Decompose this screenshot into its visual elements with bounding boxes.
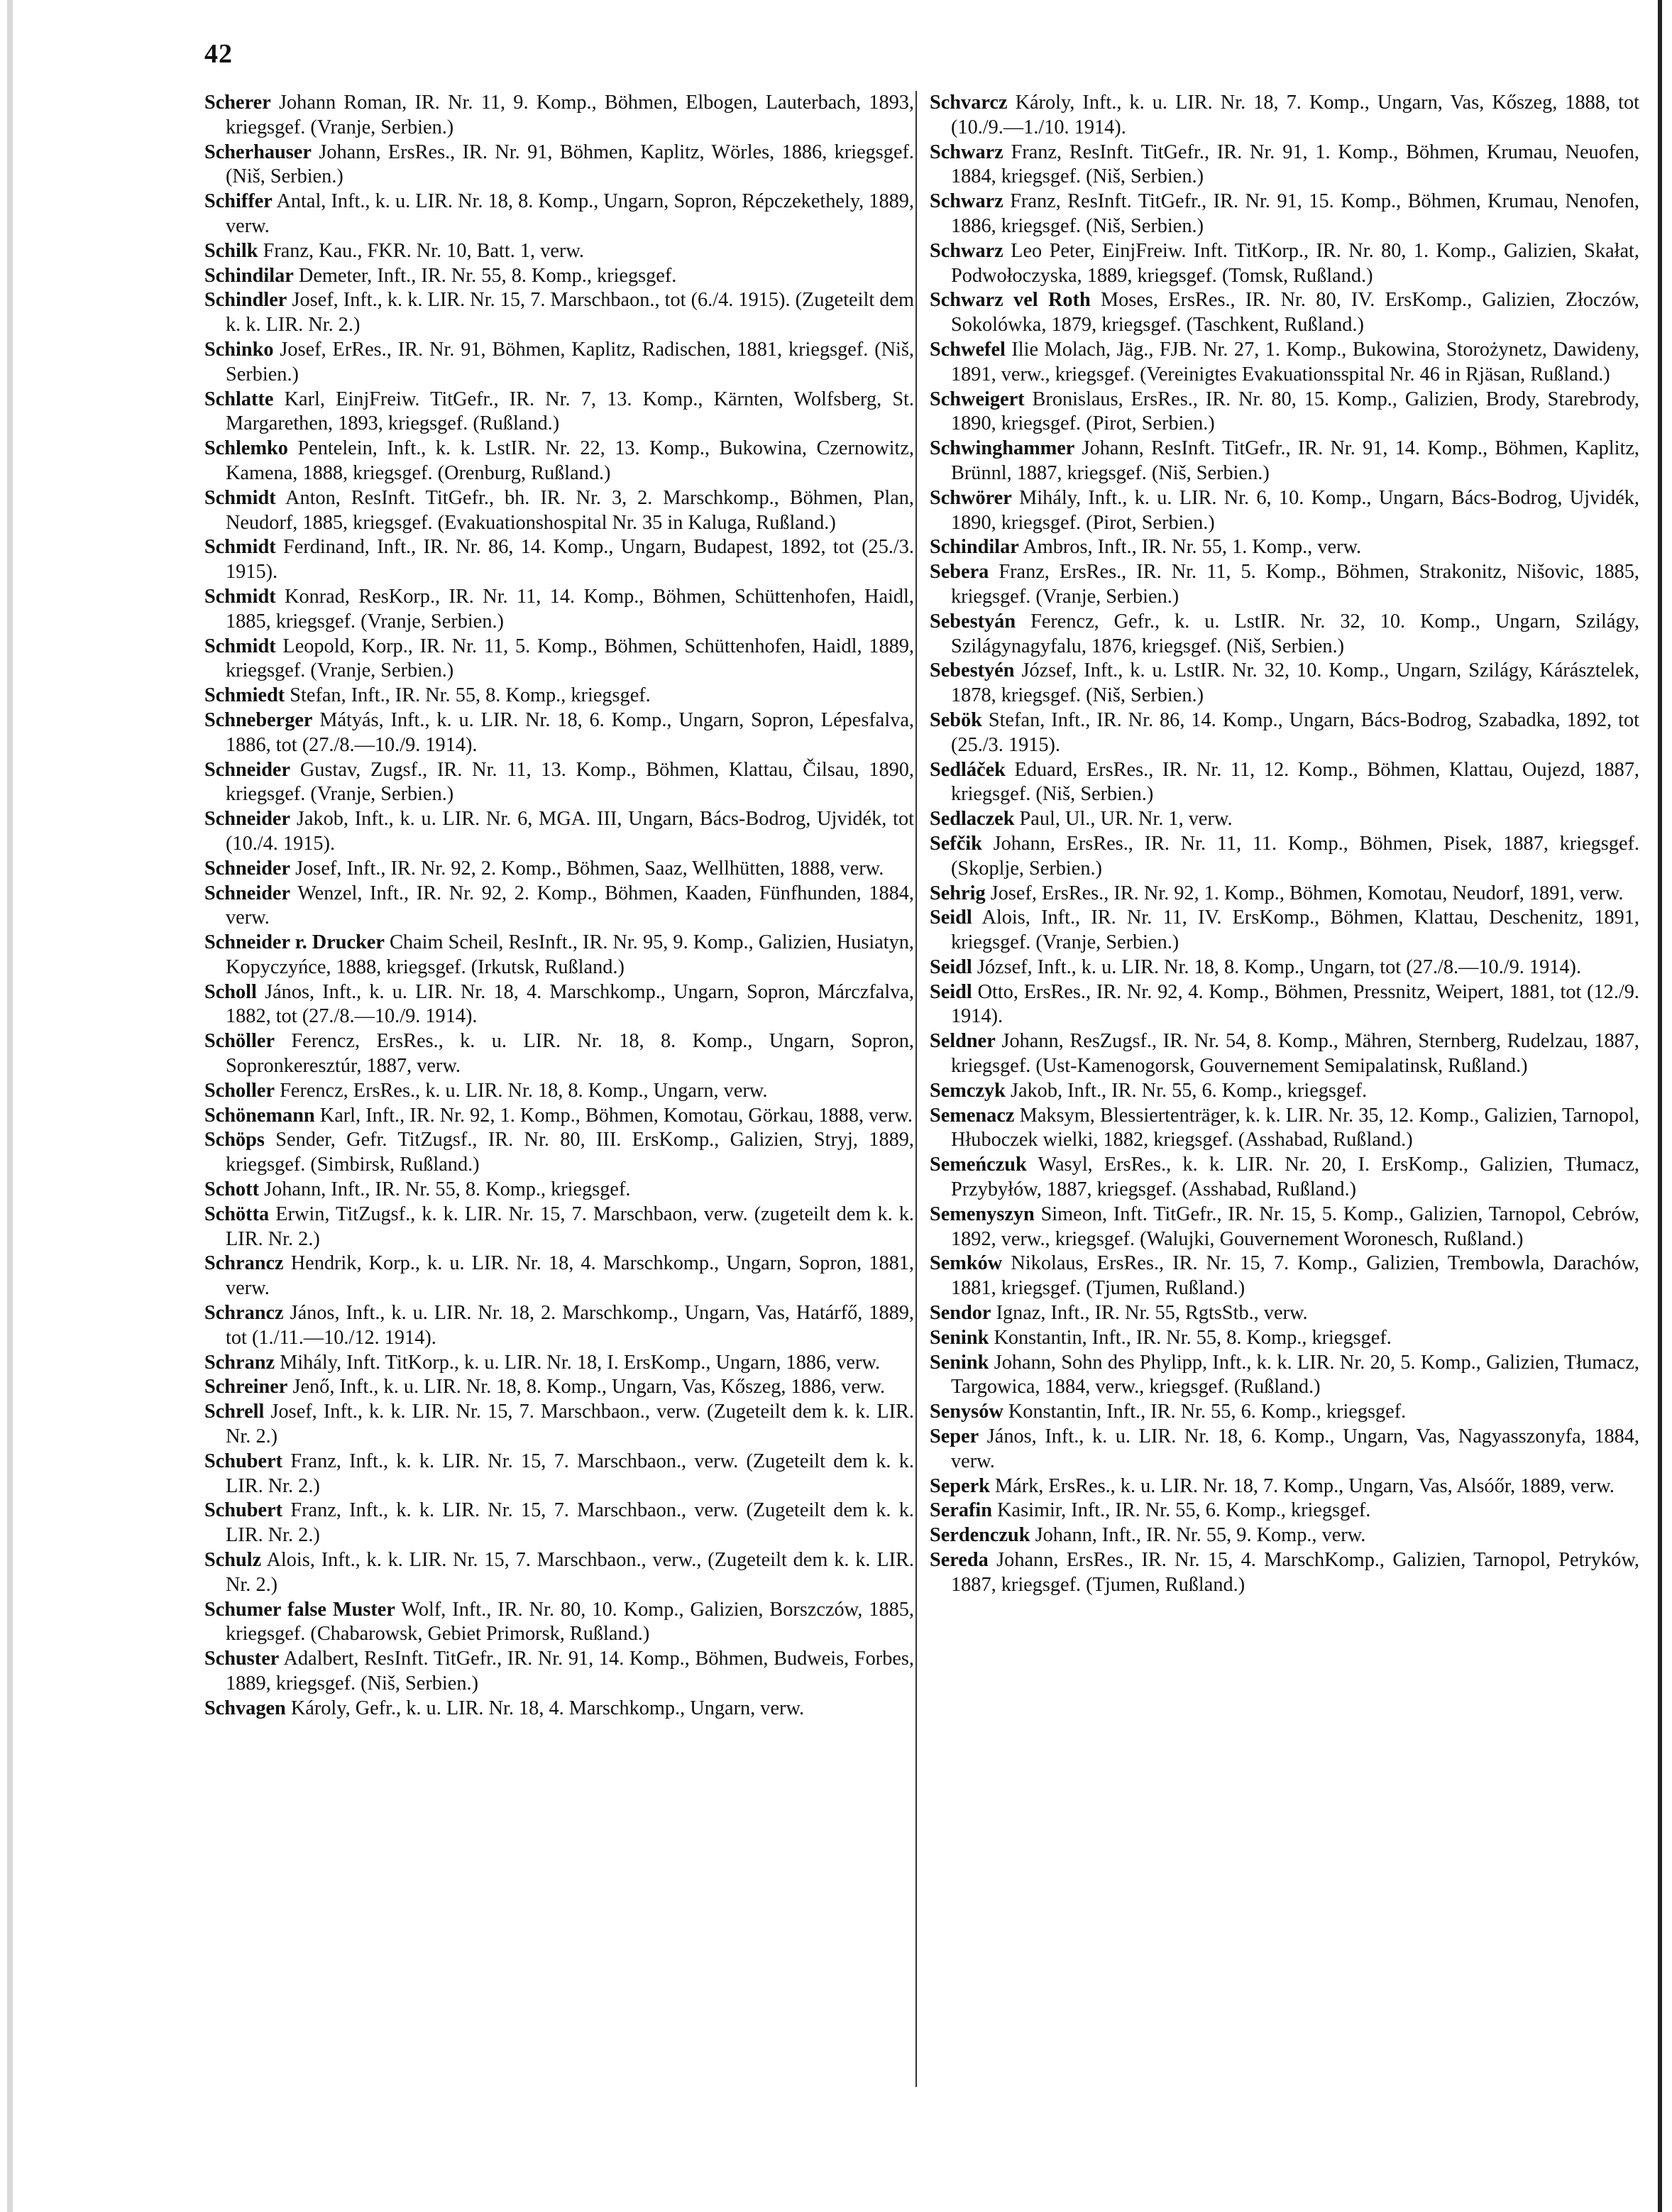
entry-details: Leopold, Korp., IR. Nr. 11, 5. Komp., Böhmen, Schüttenhofen, Haidl, 1889, kriegsgef. (Vranje, Serbien.) [226,635,914,682]
entry-surname: Schneberger [204,708,313,731]
entry-surname: Schneider [204,857,291,880]
entry-details: Bronislaus, ErsRes., IR. Nr. 80, 15. Komp., Galizien, Brody, Starebrody, 1890, kriegsgef. (Pirot, Serbien.) [951,388,1639,435]
entry-surname: Schneider [204,882,291,904]
entry-surname: Schvagen [204,1697,286,1719]
list-entry [930,882,1639,907]
entry-surname: Sebera [930,561,989,584]
entry-surname: Semenyszyn [930,1203,1035,1225]
entry-details: Wenzel, Inft., IR. Nr. 92, 2. Komp., Böhmen, Kaaden, Fünfhunden, 1884, verw. [226,882,914,929]
entry-details: Josef, Inft., IR. Nr. 92, 2. Komp., Böhmen, Saaz, Wellhütten, 1888, verw. [295,857,884,880]
entry-surname: Schiffer [204,190,273,213]
entry-surname: Schubert [204,1450,283,1472]
entry-details: Johann, ResInft. TitGefr., IR. Nr. 91, 14. Komp., Böhmen, Kaplitz, Brünnl, 1887, kriegsgef. (Niš, Serbien.) [951,437,1640,484]
entry-surname: Schrancz [204,1252,284,1275]
list-entry [204,91,914,141]
entry-details: Johann Roman, IR. Nr. 11, 9. Komp., Böhmen, Elbogen, Lauterbach, 1893, kriegsgef. (Vranje, Serbien.) [226,92,914,138]
entry-surname: Seidl [930,980,972,1003]
list-entry [204,1647,914,1697]
list-entry [930,758,1639,808]
scan-edge-right [1658,0,1662,2212]
column-divider [915,91,917,2087]
left-column [204,91,914,1721]
list-entry [204,1203,914,1252]
entry-details: Johann, Inft., IR. Nr. 55, 8. Komp., kriegsgef. [264,1178,631,1201]
entry-surname: Scholl [204,980,257,1003]
entry-details: Paul, Ul., UR. Nr. 1, verw. [1019,808,1233,831]
list-entry [204,1104,914,1129]
entry-details: Ferencz, Gefr., k. u. LstIR. Nr. 32, 10. Komp., Ungarn, Szilágy, Szilágynagyfalu, 1876, kriegsgef. (Niš, Serbien.) [951,610,1640,657]
entry-details: Konrad, ResKorp., IR. Nr. 11, 14. Komp., Böhmen, Schüttenhofen, Haidl, 1885, kriegsgef. (Vranje, Serbien.) [226,585,914,633]
entry-surname: Schranz [204,1351,275,1374]
list-entry [204,264,914,289]
entry-details: Franz, Inft., k. k. LIR. Nr. 15, 7. Marschbaon., verw. (Zugeteilt dem k. k. LIR. Nr. 2.) [226,1450,915,1497]
list-entry [204,486,914,536]
list-entry [930,141,1639,190]
entry-details: Johann, Sohn des Phylipp, Inft., k. k. LIR. Nr. 20, 5. Komp., Galizien, Tłumacz, Targowica, 1884, verw., kriegsgef. (Rußland.) [951,1351,1639,1398]
entry-details: Moses, ErsRes., IR. Nr. 80, IV. ErsKomp., Galizien, Złoczów, Sokolówka, 1879, kriegsgef. (Taschkent, Rußland.) [951,289,1639,336]
list-entry [204,239,914,264]
entry-details: Wolf, Inft., IR. Nr. 80, 10. Komp., Galizien, Borszczów, 1885, kriegsgef. (Chabarowsk, Gebiet Primorsk, Rußland.) [226,1598,914,1646]
entry-surname: Schneider r. Drucker [204,931,385,954]
entry-surname: Schwarz vel Roth [930,289,1091,312]
list-entry [930,486,1639,536]
entry-surname: Schmiedt [204,684,285,707]
entry-surname: Schneider [204,758,291,781]
list-entry [930,1029,1639,1079]
list-entry [204,1252,914,1301]
entry-surname: Semenacz [930,1104,1015,1127]
list-entry [204,1499,914,1548]
entry-surname: Schwörer [930,486,1012,509]
entry-surname: Schmidt [204,635,276,657]
entry-details: Karl, Inft., IR. Nr. 92, 1. Komp., Böhmen, Komotau, Görkau, 1888, verw. [319,1104,913,1127]
list-entry [204,980,914,1030]
entry-surname: Seidl [930,956,972,978]
list-entry [930,906,1639,956]
entry-details: Antal, Inft., k. u. LIR. Nr. 18, 8. Komp., Ungarn, Sopron, Répczekethely, 1889, verw. [226,190,914,237]
entry-details: Franz, Inft., k. k. LIR. Nr. 15, 7. Marschbaon., verw. (Zugeteilt dem k. k. LIR. Nr. 2.) [226,1499,915,1547]
list-entry [204,1697,914,1721]
entry-surname: Scherhauser [204,141,312,163]
list-entry [930,1523,1639,1548]
entry-details: János, Inft., k. u. LIR. Nr. 18, 6. Komp., Ungarn, Vas, Nagyasszonyfa, 1884, verw. [951,1425,1639,1472]
list-entry [930,1079,1639,1104]
entry-surname: Schneider [204,808,291,831]
entry-details: Gustav, Zugsf., IR. Nr. 11, 13. Komp., Böhmen, Klattau, Čilsau, 1890, kriegsgef. (Vranje, Serbien.) [226,758,914,806]
list-entry [204,807,914,857]
list-entry [930,659,1639,708]
entry-surname: Seldner [930,1030,996,1053]
entry-details: Leo Peter, EinjFreiw. Inft. TitKorp., IR. Nr. 80, 1. Komp., Galizien, Skałat, Podwołoczyska, 1889, kriegsgef. (Tomsk, Rußland.) [951,239,1639,287]
entry-details: Károly, Gefr., k. u. LIR. Nr. 18, 4. Marschkomp., Ungarn, verw. [290,1697,805,1719]
entry-surname: Schindilar [204,264,294,287]
entry-surname: Schrancz [204,1302,284,1325]
entry-details: Ambros, Inft., IR. Nr. 55, 1. Komp., verw. [1023,536,1362,559]
list-entry [204,1178,914,1203]
entry-surname: Semeńczuk [930,1154,1027,1176]
entry-details: Mihály, Inft. TitKorp., k. u. LIR. Nr. 18, I. ErsKomp., Ungarn, 1886, verw. [280,1351,881,1374]
entry-details: Alois, Inft., IR. Nr. 11, IV. ErsKomp., Böhmen, Klattau, Deschenitz, 1891, kriegsgef. (Vranje, Serbien.) [951,907,1640,954]
entry-surname: Sedlaczek [930,808,1015,831]
list-entry [204,1598,914,1648]
entry-surname: Schott [204,1178,260,1201]
list-entry [204,437,914,486]
entry-surname: Senink [930,1351,989,1374]
entry-details: Johann, ErsRes., IR. Nr. 91, Böhmen, Kaplitz, Wörles, 1886, kriegsgef. (Niš, Serbien.) [226,141,915,188]
entry-details: Ferencz, ErsRes., k. u. LIR. Nr. 18, 8. Komp., Ungarn, verw. [280,1079,768,1102]
list-entry [204,1351,914,1376]
list-entry [930,190,1639,239]
list-entry [930,708,1639,758]
entry-surname: Serdenczuk [930,1524,1030,1547]
list-entry [204,141,914,190]
entry-surname: Seperk [930,1474,990,1497]
entry-surname: Schwarz [930,141,1003,163]
entry-details: Wasyl, ErsRes., k. k. LIR. Nr. 20, I. ErsKomp., Galizien, Tłumacz, Przybyłów, 1887, kriegsgef. (Asshabad, Rußland.) [951,1154,1639,1201]
list-entry [930,437,1639,486]
entry-details: József, Inft., k. u. LstIR. Nr. 32, 10. Komp., Ungarn, Szilágy, Kárásztelek, 1878, kriegsgef. (Niš, Serbien.) [951,659,1639,707]
entry-surname: Schvarcz [930,92,1008,114]
entry-details: János, Inft., k. u. LIR. Nr. 18, 2. Marschkomp., Ungarn, Vas, Határfő, 1889, tot (1./11.—10./12. 1914). [226,1302,914,1349]
entry-details: Jakob, Inft., IR. Nr. 55, 6. Komp., kriegsgef. [1010,1079,1368,1102]
entry-surname: Sedláček [930,758,1006,781]
entry-surname: Schwarz [930,239,1003,262]
entry-surname: Semczyk [930,1079,1006,1102]
entry-details: Chaim Scheil, ResInft., IR. Nr. 95, 9. Komp., Galizien, Husiatyn, Kopyczyńce, 1888, kriegsgef. (Irkutsk, Rußland.) [226,931,915,978]
list-entry [204,708,914,758]
entry-details: Alois, Inft., k. k. LIR. Nr. 15, 7. Marschbaon., verw., (Zugeteilt dem k. k. LIR. Nr. 2.) [226,1549,914,1596]
list-entry [204,1079,914,1104]
entry-surname: Schwarz [930,190,1003,213]
entry-surname: Schreiner [204,1376,288,1398]
list-entry [930,1153,1639,1203]
entry-details: Josef, ErsRes., IR. Nr. 92, 1. Komp., Böhmen, Komotau, Neudorf, 1891, verw. [990,882,1624,904]
list-entry [930,1548,1639,1598]
entry-surname: Schweigert [930,388,1025,410]
list-entry [930,1104,1639,1154]
entry-surname: Sehrig [930,882,986,904]
entry-details: Franz, Kau., FKR. Nr. 10, Batt. 1, verw. [263,239,585,262]
list-entry [930,239,1639,289]
list-entry [204,288,914,338]
list-entry [204,388,914,437]
entry-details: Josef, ErRes., IR. Nr. 91, Böhmen, Kaplitz, Radischen, 1881, kriegsgef. (Niš, Serbien.) [226,338,914,385]
entry-surname: Schubert [204,1499,283,1522]
list-entry [930,807,1639,832]
entry-surname: Schindler [204,289,287,312]
entry-details: Josef, Inft., k. k. LIR. Nr. 15, 7. Marschbaon., tot (6./4. 1915). (Zugeteilt dem k. k. LIR. Nr. 2.) [226,289,915,336]
entry-details: Karl, EinjFreiw. TitGefr., IR. Nr. 7, 13. Komp., Kärnten, Wolfsberg, St. Margarethen, 1893, kriegsgef. (Rußland.) [226,388,914,435]
entry-details: Sender, Gefr. TitZugsf., IR. Nr. 80, III. ErsKomp., Galizien, Stryj, 1889, kriegsgef. (Simbirsk, Rußland.) [226,1129,914,1176]
entry-details: Demeter, Inft., IR. Nr. 55, 8. Komp., kriegsgef. [298,264,677,287]
entry-surname: Schwinghammer [930,437,1075,460]
list-entry [930,1203,1639,1252]
entry-details: Maksym, Blessiertenträger, k. k. LIR. Nr. 35, 12. Komp., Galizien, Tarnopol, Hłuboczek wielki, 1882, kriegsgef. (Asshabad, Rußland.) [951,1104,1640,1151]
entry-surname: Sefčik [930,832,982,855]
list-entry [204,1301,914,1351]
list-entry [204,635,914,684]
entry-surname: Serafin [930,1499,993,1522]
list-entry [204,882,914,931]
entry-details: Johann, ErsRes., IR. Nr. 11, 11. Komp., Böhmen, Pisek, 1887, kriegsgef. (Skoplje, Serbien.) [951,832,1639,880]
entry-details: Stefan, Inft., IR. Nr. 86, 14. Komp., Ungarn, Bács-Bodrog, Szabadka, 1892, tot (25./3. 1915). [951,708,1639,756]
entry-surname: Schinko [204,338,274,361]
entry-details: Johann, ResZugsf., IR. Nr. 54, 8. Komp., Mähren, Sternberg, Rudelzau, 1887, kriegsgef. (Ust-Kamenogorsk, Gouvernement Semipalatinsk, Rußland.) [951,1030,1639,1078]
entry-details: Simeon, Inft. TitGefr., IR. Nr. 15, 5. Komp., Galizien, Tarnopol, Cebrów, 1892, verw., kriegsgef. (Walujki, Gouvernement Woronesch, Rußland.) [951,1203,1639,1250]
entry-surname: Schlemko [204,437,288,460]
entry-surname: Schmidt [204,585,276,608]
list-entry [930,1351,1639,1401]
list-entry [204,338,914,388]
entry-surname: Schuster [204,1648,280,1670]
entry-surname: Schlatte [204,388,274,410]
entry-surname: Seidl [930,907,972,929]
list-entry [204,1029,914,1079]
entry-surname: Semków [930,1252,1003,1275]
entry-details: Franz, ResInft. TitGefr., IR. Nr. 91, 1. Komp., Böhmen, Krumau, Neuofen, 1884, kriegsgef. (Niš, Serbien.) [951,141,1639,188]
entry-details: Mihály, Inft., k. u. LIR. Nr. 6, 10. Komp., Ungarn, Bács-Bodrog, Ujvidék, 1890, kriegsgef. (Pirot, Serbien.) [951,486,1639,534]
list-entry [930,560,1639,610]
list-entry [930,535,1639,560]
list-entry [204,1450,914,1499]
list-entry [204,684,914,708]
list-entry [930,288,1639,338]
list-entry [204,931,914,980]
entry-surname: Schwefel [930,338,1006,361]
entry-details: Hendrik, Korp., k. u. LIR. Nr. 18, 4. Marschkomp., Ungarn, Sopron, 1881, verw. [226,1252,914,1300]
entry-surname: Schönemann [204,1104,315,1127]
entry-surname: Schilk [204,239,258,262]
entry-surname: Scholler [204,1079,275,1102]
list-entry [204,1375,914,1400]
list-entry [204,190,914,239]
entry-details: Anton, ResInft. TitGefr., bh. IR. Nr. 3, 2. Marschkomp., Böhmen, Plan, Neudorf, 1885, kriegsgef. (Evakuationshospital Nr. 35 in Kaluga, Rußland.) [226,486,915,534]
entry-details: Erwin, TitZugsf., k. k. LIR. Nr. 15, 7. Marschbaon, verw. (zugeteilt dem k. k. LIR. Nr. 2.) [226,1203,914,1250]
entry-details: Ferdinand, Inft., IR. Nr. 86, 14. Komp., Ungarn, Budapest, 1892, tot (25./3. 1915). [226,536,914,584]
entry-details: Otto, ErsRes., IR. Nr. 92, 4. Komp., Böhmen, Pressnitz, Weipert, 1881, tot (12./9. 1914). [951,980,1639,1028]
entry-surname: Sendor [930,1302,991,1325]
list-entry [930,1425,1639,1474]
entry-details: Kasimir, Inft., IR. Nr. 55, 6. Komp., kriegsgef. [997,1499,1371,1522]
list-entry [204,857,914,882]
entry-surname: Senink [930,1326,989,1349]
list-entry [930,388,1639,437]
list-entry [204,585,914,635]
entry-surname: Schulz [204,1549,262,1572]
list-entry [204,1400,914,1450]
entry-details: Franz, ErsRes., IR. Nr. 11, 5. Komp., Böhmen, Strakonitz, Nišovic, 1885, kriegsgef. (Vranje, Serbien.) [951,561,1639,608]
entry-surname: Schmidt [204,486,276,509]
entry-surname: Sebök [930,708,982,731]
entry-surname: Sebestyán [930,610,1016,633]
entry-surname: Schumer false Muster [204,1598,395,1621]
entry-details: Károly, Inft., k. u. LIR. Nr. 18, 7. Komp., Ungarn, Vas, Kőszeg, 1888, tot (10./9.—1./10. 1914). [951,92,1639,138]
entry-details: Ilie Molach, Jäg., FJB. Nr. 27, 1. Komp., Bukowina, Storożynetz, Dawideny, 1891, verw., kriegsgef. (Vereinigtes Evakuationsspital Nr. 46 in Rjäsan, Rußland.) [951,338,1639,385]
entry-surname: Senysów [930,1401,1003,1423]
entry-surname: Schöller [204,1030,275,1053]
list-entry [930,1499,1639,1523]
list-entry [930,1326,1639,1351]
entry-details: János, Inft., k. u. LIR. Nr. 18, 4. Marschkomp., Ungarn, Sopron, Márczfalva, 1882, tot (27./8.—10./9. 1914). [226,980,915,1028]
entry-surname: Sebestyén [930,659,1015,682]
entry-surname: Schöps [204,1129,265,1151]
entry-details: Konstantin, Inft., IR. Nr. 55, 8. Komp., kriegsgef. [994,1326,1392,1349]
list-entry [930,91,1639,141]
list-entry [930,1474,1639,1499]
entry-details: Mátyás, Inft., k. u. LIR. Nr. 18, 6. Komp., Ungarn, Sopron, Lépesfalva, 1886, tot (27./8.—10./9. 1914). [226,708,914,756]
entry-details: Márk, ErsRes., k. u. LIR. Nr. 18, 7. Komp., Ungarn, Vas, Alsóőr, 1889, verw. [994,1474,1615,1497]
entry-details: Adalbert, ResInft. TitGefr., IR. Nr. 91, 14. Komp., Böhmen, Budweis, Forbes, 1889, kriegsgef. (Niš, Serbien.) [226,1648,914,1694]
list-entry [204,1128,914,1178]
entry-surname: Schmidt [204,536,276,559]
entry-details: Pentelein, Inft., k. k. LstIR. Nr. 22, 13. Komp., Bukowina, Czernowitz, Kamena, 1888, kriegsgef. (Orenburg, Rußland.) [226,437,914,484]
list-entry [930,610,1639,659]
list-entry [930,338,1639,388]
entry-details: Eduard, ErsRes., IR. Nr. 11, 12. Komp., Böhmen, Klattau, Oujezd, 1887, kriegsgef. (Niš, Serbien.) [951,758,1640,806]
entry-surname: Scherer [204,92,271,114]
list-entry [204,535,914,585]
entry-surname: Schötta [204,1203,270,1225]
entry-surname: Seper [930,1425,979,1448]
list-entry [930,832,1639,882]
entry-details: József, Inft., k. u. LIR. Nr. 18, 8. Komp., Ungarn, tot (27./8.—10./9. 1914). [977,956,1582,978]
list-entry [930,1400,1639,1425]
right-column [930,91,1639,1598]
entry-details: Nikolaus, ErsRes., IR. Nr. 15, 7. Komp., Galizien, Trembowla, Darachów, 1881, kriegsgef. (Tjumen, Rußland.) [951,1252,1640,1300]
entry-details: Stefan, Inft., IR. Nr. 55, 8. Komp., kriegsgef. [290,684,651,707]
entry-details: Johann, Inft., IR. Nr. 55, 9. Komp., verw. [1035,1524,1366,1547]
list-entry [930,956,1639,980]
entry-details: Jenő, Inft., k. u. LIR. Nr. 18, 8. Komp., Ungarn, Vas, Kőszeg, 1886, verw. [292,1376,886,1398]
entry-details: Konstantin, Inft., IR. Nr. 55, 6. Komp., kriegsgef. [1008,1401,1407,1423]
entry-details: Jakob, Inft., k. u. LIR. Nr. 6, MGA. III, Ungarn, Bács-Bodrog, Ujvidék, tot (10./4. 1915). [226,808,914,855]
list-entry [930,980,1639,1030]
entry-details: Josef, Inft., k. k. LIR. Nr. 15, 7. Marschbaon., verw. (Zugeteilt dem k. k. LIR. Nr. 2.) [226,1401,914,1448]
list-entry [930,1252,1639,1301]
page-number: 42 [204,39,233,69]
entry-surname: Sereda [930,1549,989,1572]
list-entry [204,758,914,808]
entry-details: Johann, ErsRes., IR. Nr. 15, 4. MarschKomp., Galizien, Tarnopol, Petryków, 1887, kriegsgef. (Tjumen, Rußland.) [951,1549,1640,1596]
entry-details: Ignaz, Inft., IR. Nr. 55, RgtsStb., verw. [996,1302,1308,1325]
list-entry [930,1301,1639,1326]
entry-details: Ferencz, ErsRes., k. u. LIR. Nr. 18, 8. Komp., Ungarn, Sopron, Sopronkeresztúr, 1887, verw. [226,1030,915,1078]
entry-surname: Schrell [204,1401,265,1423]
entry-surname: Schindilar [930,536,1019,559]
scan-edge-left [7,0,13,2212]
list-entry [204,1548,914,1598]
entry-details: Franz, ResInft. TitGefr., IR. Nr. 91, 15. Komp., Böhmen, Krumau, Nenofen, 1886, kriegsgef. (Niš, Serbien.) [951,190,1639,237]
